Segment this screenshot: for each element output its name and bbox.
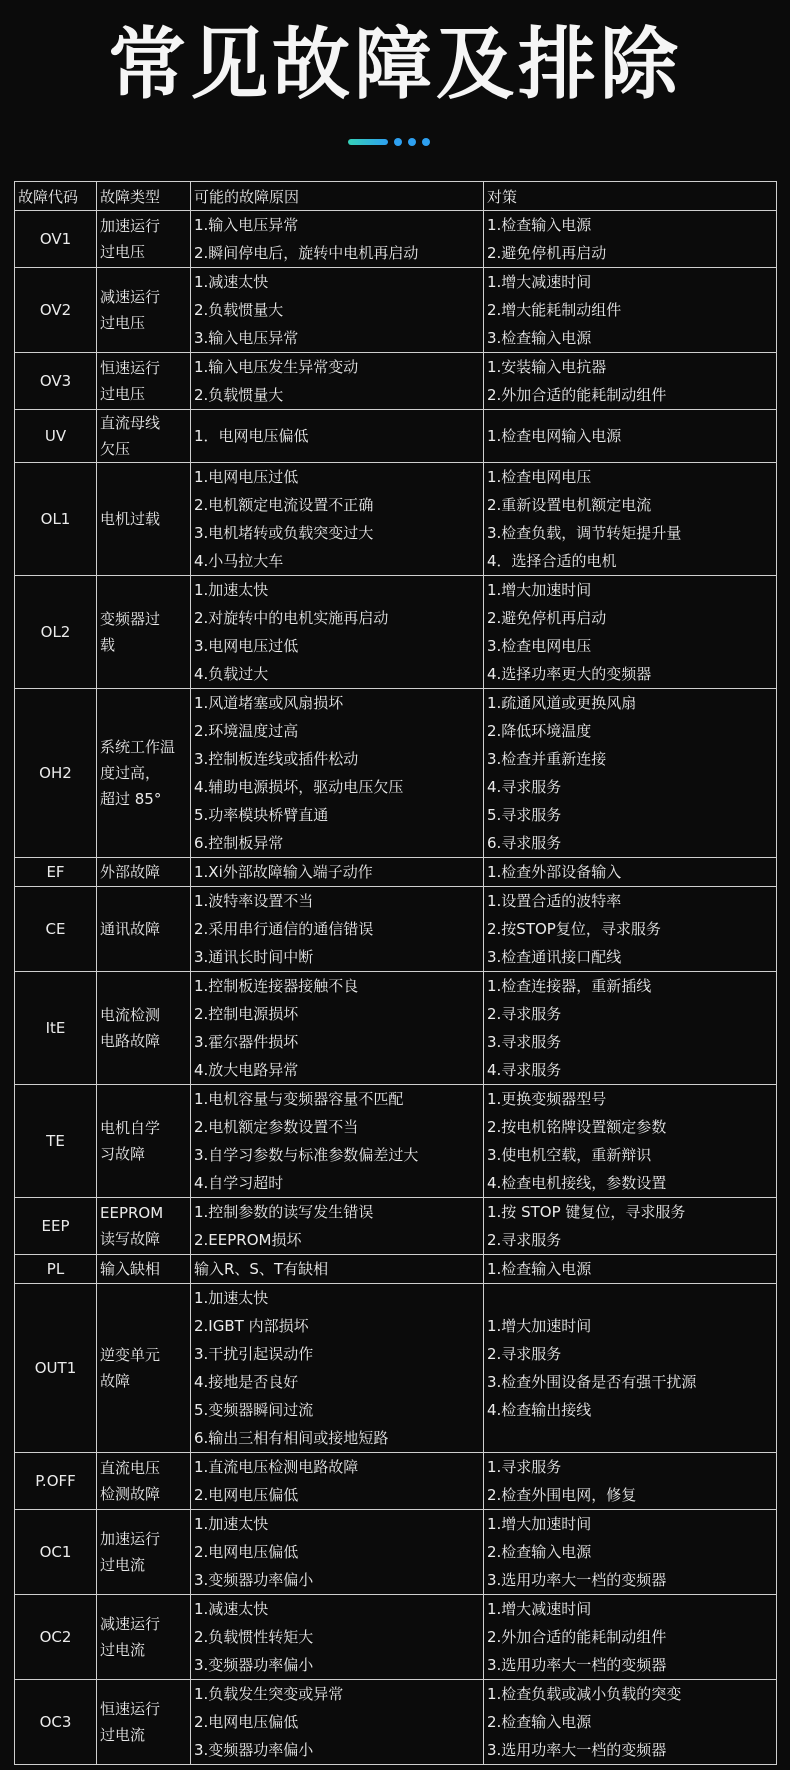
fault-fix-line: 3.选用功率大一档的变频器: [487, 1741, 667, 1759]
fault-cause-line: 1.风道堵塞或风扇损坏: [194, 694, 344, 712]
fault-cause-cell: [191, 463, 484, 576]
fault-cause-cell: [191, 887, 484, 972]
fault-type-line: 输入缺相: [100, 1260, 161, 1278]
fault-cause-line: 2.采用串行通信的通信错误: [194, 920, 374, 938]
fault-cause-line: 1.Xi外部故障输入端子动作: [194, 863, 373, 881]
fault-fix-line: 1.安装输入电抗器: [487, 358, 607, 376]
decor-dot: [394, 138, 402, 146]
fault-type-line: 超过 85°: [100, 790, 162, 808]
decor-dot: [408, 138, 416, 146]
fault-cause-cell: [191, 1453, 484, 1510]
fault-type-line: 过电流: [100, 1556, 146, 1574]
fault-type-line: 减速运行: [100, 1615, 161, 1633]
table-row: [15, 410, 777, 463]
fault-fix-line: 2.按STOP复位，寻求服务: [487, 920, 661, 938]
fault-fix-line: 1.疏通风道或更换风扇: [487, 694, 637, 712]
table-row: [15, 1680, 777, 1765]
fault-fix-cell: [484, 576, 777, 689]
fault-fix-line: 1.检查输入电源: [487, 216, 592, 234]
fault-cause-line: 4.负载过大: [194, 665, 269, 683]
fault-type-cell: [97, 353, 191, 410]
fault-code: OV1: [15, 211, 97, 268]
fault-type-line: 电机过载: [100, 510, 161, 528]
fault-type-line: 载: [100, 636, 116, 654]
fault-fix-line: 2.检查外围电网，修复: [487, 1486, 637, 1504]
fault-type-cell: [97, 858, 191, 887]
fault-type-cell: [97, 887, 191, 972]
table-row: [15, 972, 777, 1085]
fault-type-line: 过电压: [100, 385, 146, 403]
fault-cause-line: 1.加速太快: [194, 1289, 269, 1307]
fault-cause-cell: [191, 353, 484, 410]
fault-code: OH2: [15, 689, 97, 858]
fault-fix-line: 2.寻求服务: [487, 1345, 562, 1363]
fault-fix-line: 1.检查电网输入电源: [487, 427, 622, 445]
fault-type-cell: [97, 1085, 191, 1198]
fault-code: OUT1: [15, 1284, 97, 1453]
fault-cause-cell: [191, 1510, 484, 1595]
fault-type-line: 外部故障: [100, 863, 161, 881]
fault-fix-cell: [484, 353, 777, 410]
fault-fix-line: 2.寻求服务: [487, 1231, 562, 1249]
fault-cause-line: 2.负载惯性转矩大: [194, 1628, 314, 1646]
fault-cause-line: 3.控制板连线或插件松动: [194, 750, 359, 768]
fault-code: EF: [15, 858, 97, 887]
fault-cause-line: 4.辅助电源损坏，驱动电压欠压: [194, 778, 404, 796]
fault-type-cell: [97, 1680, 191, 1765]
fault-type-line: 加速运行: [100, 1530, 161, 1548]
table-row: [15, 887, 777, 972]
fault-fix-line: 2.检查输入电源: [487, 1713, 592, 1731]
fault-fix-cell: [484, 887, 777, 972]
fault-fix-line: 2.重新设置电机额定电流: [487, 496, 652, 514]
fault-cause-cell: [191, 576, 484, 689]
table-row: [15, 1284, 777, 1453]
fault-cause-line: 3.变频器功率偏小: [194, 1571, 314, 1589]
fault-cause-cell: [191, 211, 484, 268]
table-row: [15, 858, 777, 887]
fault-code: PL: [15, 1255, 97, 1284]
fault-cause-line: 1.电机容量与变频器容量不匹配: [194, 1090, 404, 1108]
table-header-row: [15, 182, 777, 211]
fault-cause-line: 3.变频器功率偏小: [194, 1656, 314, 1674]
fault-cause-cell: [191, 268, 484, 353]
fault-type-line: 电机自学: [100, 1119, 161, 1137]
fault-fix-line: 1.检查输入电源: [487, 1260, 592, 1278]
fault-fix-cell: [484, 1453, 777, 1510]
fault-fix-line: 1.寻求服务: [487, 1458, 562, 1476]
fault-cause-line: 4.自学习超时: [194, 1174, 284, 1192]
fault-code: OL2: [15, 576, 97, 689]
fault-type-line: 过电流: [100, 1726, 146, 1744]
fault-type-line: 通讯故障: [100, 920, 161, 938]
fault-cause-line: 2.负载惯量大: [194, 386, 284, 404]
fault-cause-line: 6.控制板异常: [194, 834, 284, 852]
fault-type-line: EEPROM: [100, 1204, 164, 1222]
fault-cause-line: 3.通讯长时间中断: [194, 948, 314, 966]
fault-fix-line: 1.增大减速时间: [487, 1600, 592, 1618]
fault-fix-line: 2.检查输入电源: [487, 1543, 592, 1561]
fault-cause-cell: [191, 1595, 484, 1680]
fault-cause-line: 1.输入电压发生异常变动: [194, 358, 359, 376]
fault-type-line: 习故障: [100, 1145, 146, 1163]
header-code: 故障代码: [15, 182, 97, 211]
fault-code: OV2: [15, 268, 97, 353]
fault-type-cell: [97, 211, 191, 268]
fault-fix-cell: [484, 689, 777, 858]
fault-cause-line: 1.负载发生突变或异常: [194, 1685, 344, 1703]
fault-fix-cell: [484, 268, 777, 353]
fault-fix-line: 4.寻求服务: [487, 1061, 562, 1079]
fault-cause-line: 1.控制参数的读写发生错误: [194, 1203, 374, 1221]
fault-fix-line: 3.检查输入电源: [487, 329, 592, 347]
fault-code: OC2: [15, 1595, 97, 1680]
fault-cause-cell: [191, 1198, 484, 1255]
table-row: [15, 1255, 777, 1284]
fault-type-line: 检测故障: [100, 1485, 161, 1503]
fault-fix-line: 4．选择合适的电机: [487, 552, 617, 570]
fault-fix-line: 3.选用功率大一档的变频器: [487, 1656, 667, 1674]
fault-type-cell: [97, 1595, 191, 1680]
fault-type-line: 恒速运行: [100, 359, 161, 377]
fault-cause-line: 3.霍尔器件损坏: [194, 1033, 299, 1051]
table-row: [15, 268, 777, 353]
table-row: [15, 576, 777, 689]
fault-fix-line: 3.检查外围设备是否有强干扰源: [487, 1373, 697, 1391]
fault-cause-line: 2.电网电压偏低: [194, 1713, 299, 1731]
fault-code: TE: [15, 1085, 97, 1198]
fault-type-line: 减速运行: [100, 288, 161, 306]
fault-fix-line: 6.寻求服务: [487, 834, 562, 852]
decor-bar: [348, 139, 388, 145]
fault-code: OC3: [15, 1680, 97, 1765]
fault-fix-cell: [484, 1595, 777, 1680]
fault-fix-line: 3.选用功率大一档的变频器: [487, 1571, 667, 1589]
fault-type-line: 恒速运行: [100, 1700, 161, 1718]
fault-type-line: 电路故障: [100, 1032, 161, 1050]
fault-type-line: 变频器过: [100, 610, 161, 628]
fault-cause-line: 2.环境温度过高: [194, 722, 299, 740]
fault-cause-line: 2.IGBT 内部损坏: [194, 1317, 309, 1335]
page-title: 常见故障及排除: [107, 20, 682, 110]
fault-fix-cell: [484, 1284, 777, 1453]
header-fixes: 对策: [484, 182, 777, 211]
fault-fix-line: 2.按电机铭牌设置额定参数: [487, 1118, 667, 1136]
fault-fix-cell: [484, 1510, 777, 1595]
fault-fix-line: 1.增大加速时间: [487, 581, 592, 599]
fault-fix-line: 5.寻求服务: [487, 806, 562, 824]
fault-type-cell: [97, 972, 191, 1085]
fault-fix-line: 2.外加合适的能耗制动组件: [487, 1628, 667, 1646]
fault-code: OL1: [15, 463, 97, 576]
table-row: [15, 1510, 777, 1595]
title-decoration: [348, 138, 430, 146]
fault-fix-line: 1.增大减速时间: [487, 273, 592, 291]
fault-fix-cell: [484, 1680, 777, 1765]
fault-fix-line: 1.更换变频器型号: [487, 1090, 607, 1108]
fault-fix-line: 2.避免停机再启动: [487, 244, 607, 262]
fault-cause-line: 1.电网电压过低: [194, 468, 299, 486]
fault-code: ItE: [15, 972, 97, 1085]
fault-fix-line: 2.避免停机再启动: [487, 609, 607, 627]
fault-cause-line: 3.电网电压过低: [194, 637, 299, 655]
fault-cause-line: 2.电机额定电流设置不正确: [194, 496, 374, 514]
fault-fix-line: 1.检查负载或减小负载的突变: [487, 1685, 682, 1703]
table-body: [15, 211, 777, 1765]
fault-table: [14, 181, 777, 1765]
fault-type-line: 度过高，: [100, 764, 161, 782]
fault-type-cell: [97, 1453, 191, 1510]
fault-fix-line: 1.检查电网电压: [487, 468, 592, 486]
fault-code: EEP: [15, 1198, 97, 1255]
fault-code: UV: [15, 410, 97, 463]
fault-cause-line: 3.干扰引起误动作: [194, 1345, 314, 1363]
fault-fix-line: 4.检查输出接线: [487, 1401, 592, 1419]
fault-cause-line: 5.功率模块桥臂直通: [194, 806, 329, 824]
fault-type-line: 逆变单元: [100, 1346, 161, 1364]
fault-fix-cell: [484, 1198, 777, 1255]
fault-cause-line: 5.变频器瞬间过流: [194, 1401, 314, 1419]
fault-type-line: 系统工作温: [100, 738, 176, 756]
fault-cause-line: 4.放大电路异常: [194, 1061, 299, 1079]
decor-dot: [422, 138, 430, 146]
table-row: [15, 353, 777, 410]
fault-type-cell: [97, 1198, 191, 1255]
fault-cause-line: 3.电机堵转或负载突变过大: [194, 524, 374, 542]
fault-cause-cell: [191, 1680, 484, 1765]
fault-fix-line: 1.检查连接器，重新插线: [487, 977, 652, 995]
fault-cause-line: 6.输出三相有相间或接地短路: [194, 1429, 389, 1447]
fault-fix-line: 3.检查并重新连接: [487, 750, 607, 768]
fault-fix-line: 4.检查电机接线，参数设置: [487, 1174, 667, 1192]
table-row: [15, 211, 777, 268]
fault-type-line: 欠压: [100, 440, 131, 458]
fault-type-cell: [97, 1284, 191, 1453]
fault-cause-cell: [191, 1085, 484, 1198]
fault-cause-line: 2.控制电源损坏: [194, 1005, 299, 1023]
fault-fix-line: 4.选择功率更大的变频器: [487, 665, 652, 683]
fault-fix-line: 4.寻求服务: [487, 778, 562, 796]
fault-fix-cell: [484, 972, 777, 1085]
fault-type-cell: [97, 410, 191, 463]
fault-cause-line: 1.加速太快: [194, 581, 269, 599]
fault-cause-line: 1.控制板连接器接触不良: [194, 977, 359, 995]
fault-fix-line: 3.使电机空载，重新辩识: [487, 1146, 652, 1164]
fault-fix-line: 1.设置合适的波特率: [487, 892, 622, 910]
fault-cause-line: 1.直流电压检测电路故障: [194, 1458, 359, 1476]
fault-cause-line: 3.变频器功率偏小: [194, 1741, 314, 1759]
fault-fix-line: 2.增大能耗制动组件: [487, 301, 622, 319]
fault-cause-line: 1.波特率设置不当: [194, 892, 314, 910]
fault-cause-line: 1.减速太快: [194, 273, 269, 291]
fault-cause-line: 2.EEPROM损坏: [194, 1231, 302, 1249]
fault-cause-line: 2.电机额定参数设置不当: [194, 1118, 359, 1136]
fault-fix-line: 3.检查负载，调节转矩提升量: [487, 524, 682, 542]
fault-code: CE: [15, 887, 97, 972]
fault-cause-line: 1.减速太快: [194, 1600, 269, 1618]
table-row: [15, 1085, 777, 1198]
fault-type-cell: [97, 576, 191, 689]
header-type: 故障类型: [97, 182, 191, 211]
fault-type-cell: [97, 1255, 191, 1284]
fault-cause-line: 3.输入电压异常: [194, 329, 299, 347]
fault-type-line: 过电流: [100, 1641, 146, 1659]
table-row: [15, 1198, 777, 1255]
fault-cause-line: 1.加速太快: [194, 1515, 269, 1533]
fault-type-line: 读写故障: [100, 1230, 161, 1248]
fault-cause-line: 1.输入电压异常: [194, 216, 299, 234]
fault-type-cell: [97, 268, 191, 353]
fault-fix-line: 1.按 STOP 键复位，寻求服务: [487, 1203, 686, 1221]
fault-cause-line: 4.接地是否良好: [194, 1373, 299, 1391]
fault-fix-cell: [484, 1255, 777, 1284]
fault-cause-line: 2.电网电压偏低: [194, 1543, 299, 1561]
fault-cause-cell: [191, 410, 484, 463]
fault-type-line: 过电压: [100, 243, 146, 261]
fault-code: P.OFF: [15, 1453, 97, 1510]
fault-type-line: 直流母线: [100, 414, 161, 432]
fault-cause-line: 2.电网电压偏低: [194, 1486, 299, 1504]
table-row: [15, 1453, 777, 1510]
fault-cause-line: 2.负载惯量大: [194, 301, 284, 319]
fault-cause-cell: [191, 858, 484, 887]
table-row: [15, 689, 777, 858]
fault-fix-line: 1.增大加速时间: [487, 1515, 592, 1533]
fault-type-cell: [97, 463, 191, 576]
fault-cause-line: 3.自学习参数与标准参数偏差过大: [194, 1146, 419, 1164]
fault-fix-line: 1.增大加速时间: [487, 1317, 592, 1335]
fault-cause-line: 2.对旋转中的电机实施再启动: [194, 609, 389, 627]
fault-type-line: 直流电压: [100, 1459, 161, 1477]
fault-fix-cell: [484, 1085, 777, 1198]
fault-fix-line: 3.检查电网电压: [487, 637, 592, 655]
fault-fix-line: 3.寻求服务: [487, 1033, 562, 1051]
fault-code: OV3: [15, 353, 97, 410]
fault-fix-line: 3.检查通讯接口配线: [487, 948, 622, 966]
fault-fix-cell: [484, 463, 777, 576]
fault-cause-cell: [191, 1284, 484, 1453]
fault-cause-line: 输入R、S、T有缺相: [194, 1260, 329, 1278]
fault-cause-line: 4.小马拉大车: [194, 552, 284, 570]
fault-type-cell: [97, 689, 191, 858]
fault-fix-line: 2.降低环境温度: [487, 722, 592, 740]
fault-cause-cell: [191, 689, 484, 858]
fault-fix-line: 2.寻求服务: [487, 1005, 562, 1023]
header-causes: 可能的故障原因: [191, 182, 484, 211]
table-row: [15, 463, 777, 576]
fault-type-line: 故障: [100, 1372, 131, 1390]
fault-fix-line: 2.外加合适的能耗制动组件: [487, 386, 667, 404]
fault-code: OC1: [15, 1510, 97, 1595]
fault-cause-cell: [191, 1255, 484, 1284]
fault-fix-cell: [484, 211, 777, 268]
fault-type-line: 电流检测: [100, 1006, 161, 1024]
fault-cause-cell: [191, 972, 484, 1085]
fault-fix-cell: [484, 858, 777, 887]
fault-type-cell: [97, 1510, 191, 1595]
fault-fix-cell: [484, 410, 777, 463]
fault-cause-line: 1．电网电压偏低: [194, 427, 309, 445]
fault-fix-line: 1.检查外部设备输入: [487, 863, 622, 881]
fault-type-line: 加速运行: [100, 217, 161, 235]
fault-type-line: 过电压: [100, 314, 146, 332]
table-row: [15, 1595, 777, 1680]
fault-cause-line: 2.瞬间停电后，旋转中电机再启动: [194, 244, 419, 262]
